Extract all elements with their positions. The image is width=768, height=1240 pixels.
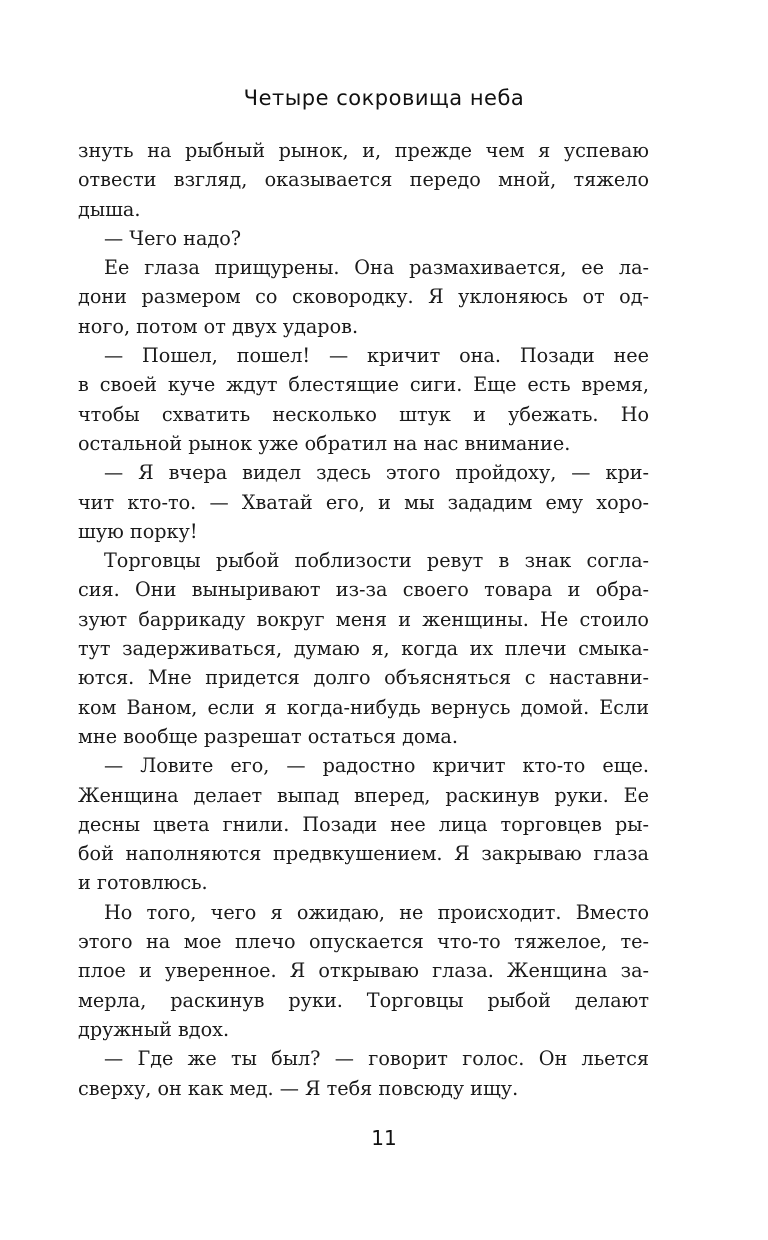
text-line: ного, потом от двух ударов. bbox=[78, 314, 359, 338]
text-line: в своей куче ждут блестящие сиги. Еще есть время, bbox=[78, 373, 649, 397]
text-line: чит кто-то. — Хватай его, и мы зададим ему хоро- bbox=[78, 490, 649, 514]
text-line: остальной рынок уже обратил на нас внимание. bbox=[78, 431, 571, 455]
text-line: отвести взгляд, оказывается передо мной, тяжело bbox=[78, 168, 649, 192]
text-line: — Где же ты был? — говорит голос. Он льется bbox=[104, 1047, 649, 1071]
text-line: сия. Они выныривают из-за своего товара и обра- bbox=[78, 578, 649, 602]
text-line: Но того, чего я ожидаю, не происходит. Вместо bbox=[104, 900, 649, 924]
body-text bbox=[78, 136, 649, 1103]
text-line: дони размером со сковородку. Я уклоняюсь от од- bbox=[78, 285, 649, 309]
text-line: — Чего надо? bbox=[104, 226, 242, 250]
text-line: бой наполняются предвкушением. Я закрываю глаза bbox=[78, 842, 649, 866]
text-line: и готовлюсь. bbox=[78, 871, 208, 895]
text-line: мне вообще разрешат остаться дома. bbox=[78, 724, 458, 748]
text-line: тут задерживаться, думаю я, когда их плечи смыка- bbox=[78, 637, 649, 661]
text-line: шую порку! bbox=[78, 519, 198, 543]
text-line: — Я вчера видел здесь этого пройдоху, — кри- bbox=[104, 461, 649, 485]
text-line: Торговцы рыбой поблизости ревут в знак согла- bbox=[104, 549, 649, 573]
text-line: — Пошел, пошел! — кричит она. Позади нее bbox=[104, 344, 649, 368]
text-line: этого на мое плечо опускается что-то тяжелое, те- bbox=[78, 930, 649, 954]
text-line: плое и уверенное. Я открываю глаза. Женщина за- bbox=[78, 959, 649, 983]
running-head: Четыре сокровища неба bbox=[243, 86, 525, 110]
text-line: мерла, раскинув руки. Торговцы рыбой делают bbox=[78, 988, 649, 1012]
text-line: ются. Мне придется долго объясняться с наставни- bbox=[78, 666, 649, 690]
page-number: 11 bbox=[371, 1126, 397, 1150]
text-line: зуют баррикаду вокруг меня и женщины. Не стоило bbox=[78, 607, 649, 631]
text-line: Ее глаза прищурены. Она размахивается, ее ла- bbox=[104, 256, 649, 280]
text-line: дружный вдох. bbox=[78, 1017, 230, 1041]
text-line: десны цвета гнили. Позади нее лица торговцев ры- bbox=[78, 812, 649, 836]
text-line: чтобы схватить несколько штук и убежать. Но bbox=[78, 402, 649, 426]
text-line: ком Ваном, если я когда-нибудь вернусь домой. Если bbox=[78, 695, 649, 719]
text-line: — Ловите его, — радостно кричит кто-то еще. bbox=[104, 754, 649, 778]
text-line: знуть на рыбный рынок, и, прежде чем я успеваю bbox=[78, 139, 649, 162]
text-line: дыша. bbox=[78, 197, 141, 221]
text-line: сверху, он как мед. — Я тебя повсюду ищу. bbox=[78, 1076, 519, 1100]
text-line: Женщина делает выпад вперед, раскинув руки. Ее bbox=[78, 783, 649, 807]
